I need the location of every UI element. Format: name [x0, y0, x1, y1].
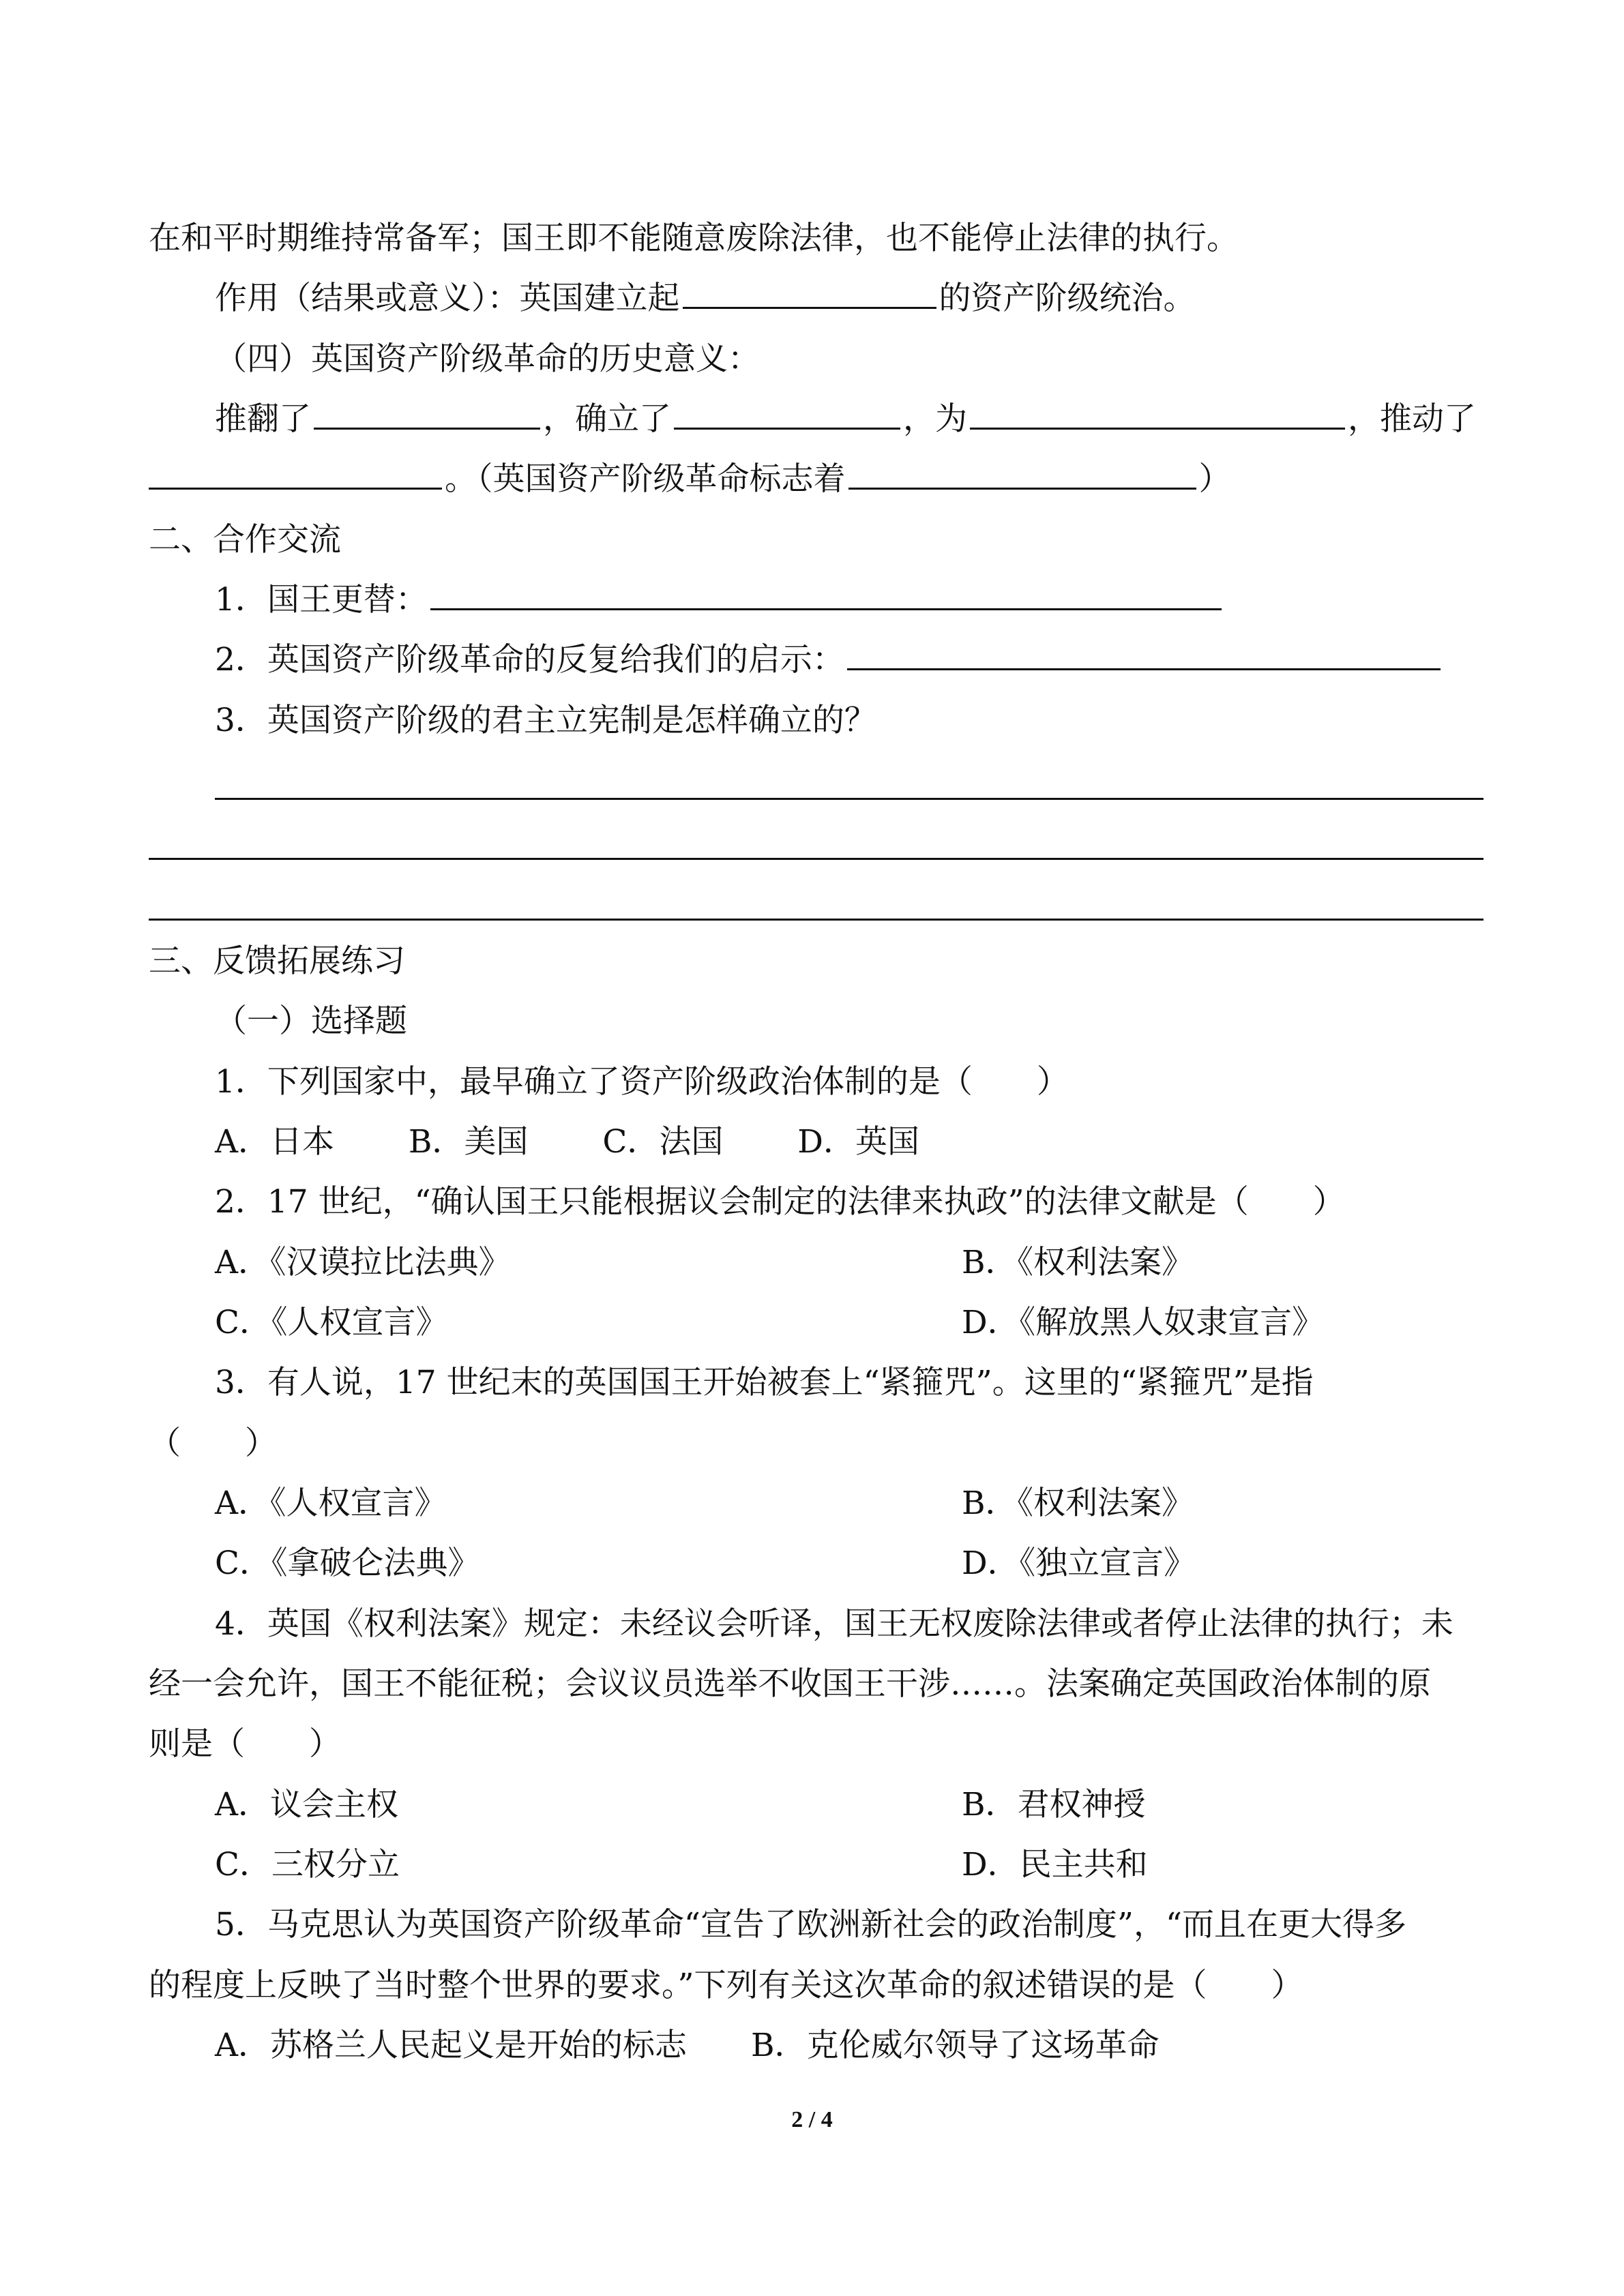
option-d[interactable]: D．民主共和 — [962, 1846, 1148, 1883]
text-segment: 1．国王更替： — [215, 581, 428, 618]
option-a[interactable]: A．《汉谟拉比法典》 — [215, 1244, 511, 1281]
question-3-cont: （ ） — [149, 1425, 277, 1462]
option-c[interactable]: C．三权分立 — [215, 1846, 400, 1883]
question-4: 4．英国《权利法案》规定：未经议会听译，国王无权废除法律或者停止法律的执行；未 — [215, 1605, 1453, 1643]
option-a[interactable]: A．《人权宣言》 — [215, 1485, 447, 1522]
option-d[interactable]: D．《解放黑人奴隶宣言》 — [962, 1304, 1325, 1341]
answer-line[interactable] — [149, 919, 1483, 921]
question-4-cont: 经一会允许，国王不能征税；会议议员选举不收国王干涉……。法案确定英国政治体制的原 — [149, 1665, 1431, 1703]
option-b[interactable]: B．《权利法案》 — [962, 1244, 1194, 1281]
question-line: 3．英国资产阶级的君主立宪制是怎样确立的？ — [215, 702, 876, 739]
question-5-option-row: A．苏格兰人民起义是开始的标志 B．克伦威尔领导了这场革命 — [215, 2027, 1160, 2064]
text-segment: 作用（结果或意义）：英国建立起 — [215, 280, 680, 317]
fill-blank[interactable] — [430, 581, 1222, 610]
text-segment: 的资产阶级统治。 — [939, 280, 1196, 317]
option-b[interactable]: B．君权神授 — [962, 1786, 1146, 1823]
fill-blank[interactable] — [970, 400, 1345, 430]
question-3-option-row — [215, 1543, 1196, 1584]
option-d[interactable]: D．《独立宣言》 — [962, 1545, 1196, 1582]
question-line — [215, 640, 1443, 681]
section-heading: （一）选择题 — [215, 1002, 407, 1040]
option-b[interactable]: B．《权利法案》 — [962, 1485, 1194, 1522]
question-2: 2．17 世纪，“确认国王只能根据议会制定的法律来执政”的法律文献是（ ） — [215, 1183, 1345, 1221]
option-c[interactable]: C．《拿破仑法典》 — [215, 1545, 480, 1582]
question-2-option-row — [215, 1302, 1325, 1343]
section-heading: 二、合作交流 — [149, 521, 341, 558]
question-3: 3．有人说，17 世纪末的英国国王开始被套上“紧箍咒”。这里的“紧箍咒”是指 — [215, 1364, 1314, 1401]
text-segment: ，推动了 — [1348, 400, 1476, 438]
text-line — [149, 459, 1231, 500]
section-heading: 三、反馈拓展练习 — [149, 942, 405, 980]
page-number: 2 / 4 — [791, 2107, 833, 2132]
answer-line[interactable] — [215, 798, 1483, 800]
text-segment: ） — [1198, 460, 1231, 498]
text-segment: 。（英国资产阶级革命标志着 — [445, 460, 846, 498]
fill-blank[interactable] — [683, 280, 936, 309]
question-1-options: A．日本 B．美国 C．法国 D．英国 — [215, 1123, 919, 1161]
text-line — [215, 278, 1196, 319]
fill-blank[interactable] — [674, 400, 900, 430]
text-line — [215, 399, 1476, 440]
fill-blank[interactable] — [314, 400, 540, 430]
question-line — [215, 580, 1224, 621]
question-2-option-row — [215, 1242, 1194, 1283]
text-line: 在和平时期维持常备军；国王即不能随意废除法律，也不能停止法律的执行。 — [149, 220, 1239, 257]
answer-line[interactable] — [149, 858, 1483, 860]
option-c[interactable]: C．《人权宣言》 — [215, 1304, 448, 1341]
question-4-option-row — [215, 1845, 1148, 1885]
question-5: 5．马克思认为英国资产阶级革命“宣告了欧洲新社会的政治制度”，“而且在更大得多 — [215, 1906, 1406, 1943]
question-4-cont: 则是（ ） — [149, 1725, 341, 1763]
fill-blank[interactable] — [149, 460, 442, 490]
question-5-cont: 的程度上反映了当时整个世界的要求。”下列有关这次革命的叙述错误的是（ ） — [149, 1967, 1303, 2004]
question-1: 1．下列国家中，最早确立了资产阶级政治体制的是（ ） — [215, 1063, 1069, 1101]
section-heading: （四）英国资产阶级革命的历史意义： — [215, 340, 760, 378]
text-segment: ，为 — [903, 400, 967, 438]
question-4-option-row — [215, 1785, 1146, 1825]
text-segment: 2．英国资产阶级革命的反复给我们的启示： — [215, 641, 844, 679]
text-segment: ，确立了 — [543, 400, 671, 438]
text-segment: 推翻了 — [215, 400, 311, 438]
fill-blank[interactable] — [848, 460, 1196, 490]
fill-blank[interactable] — [847, 641, 1441, 670]
option-a[interactable]: A．议会主权 — [215, 1786, 398, 1823]
question-3-option-row — [215, 1483, 1194, 1524]
